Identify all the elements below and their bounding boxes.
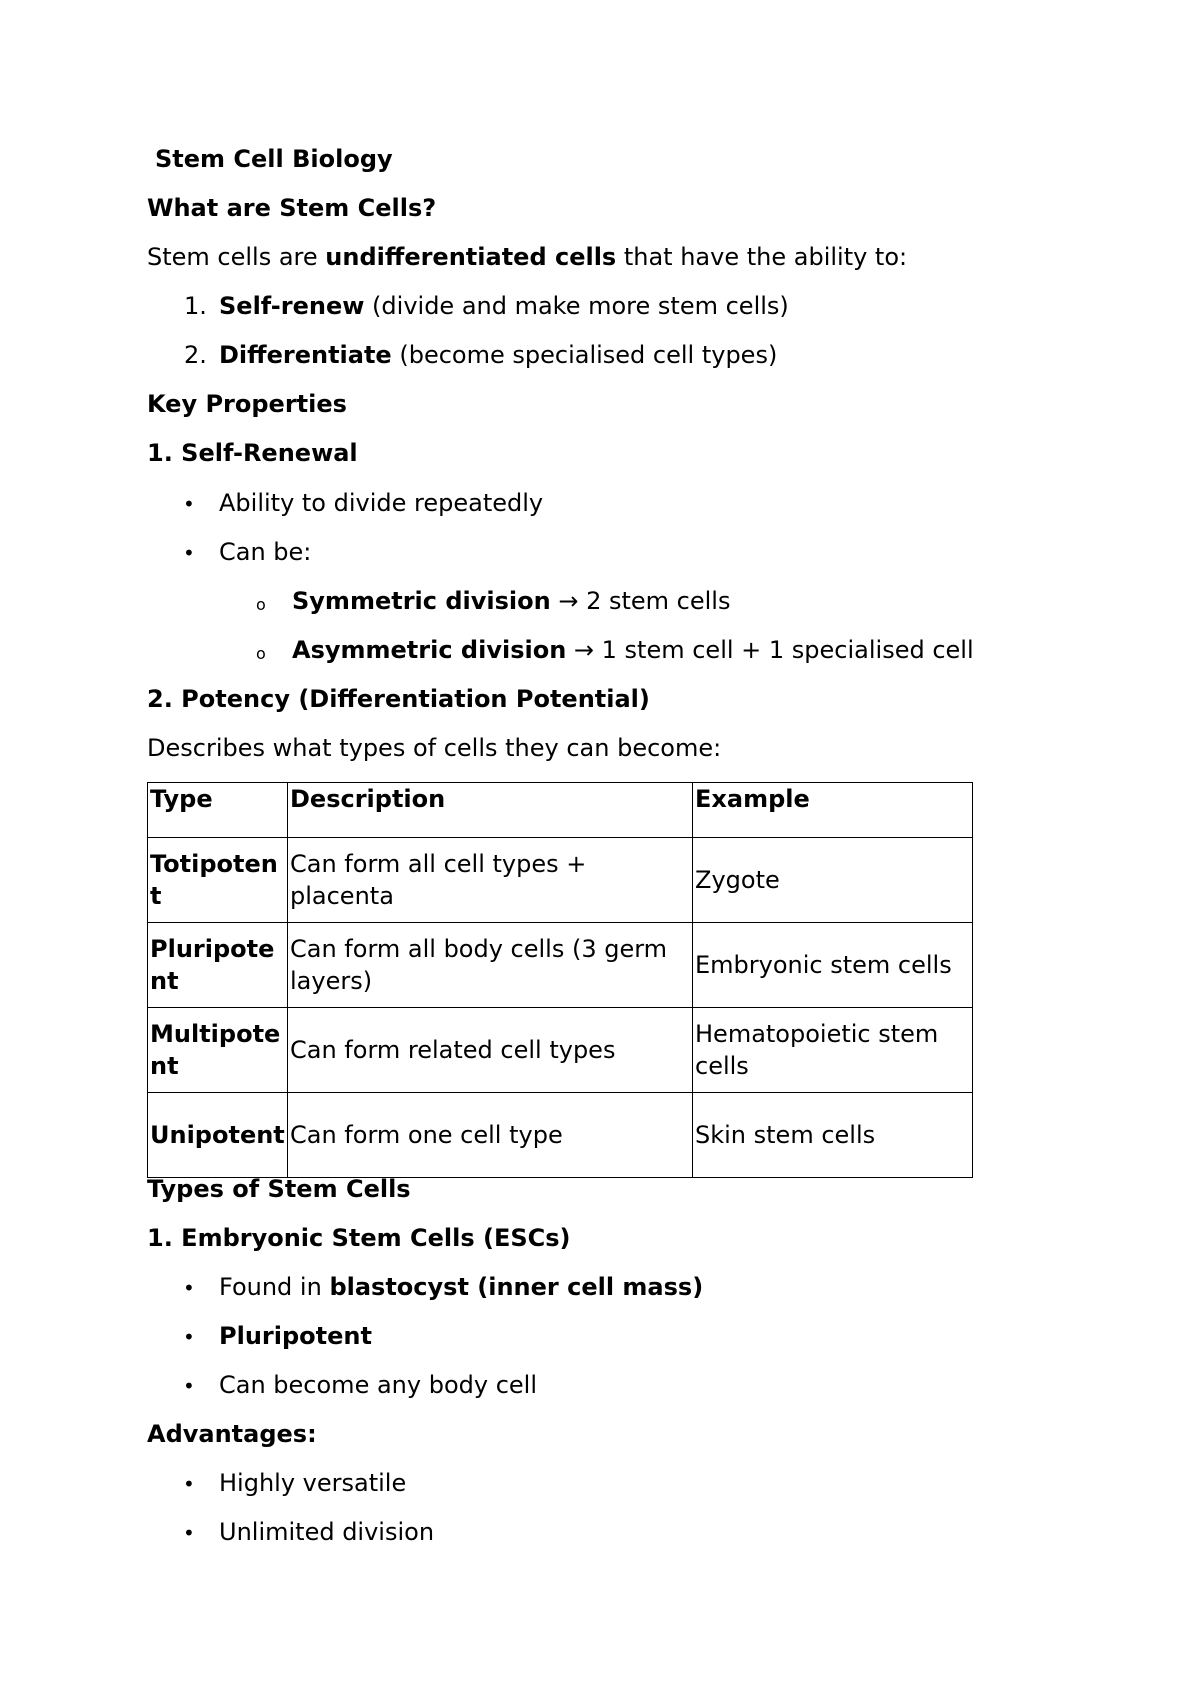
ability-number: 1. [184, 292, 207, 320]
esc-bullet-pre: Can become any body cell [219, 1371, 537, 1399]
cell-example: Skin stem cells [693, 1093, 973, 1178]
intro-paragraph [147, 242, 907, 272]
cell-example: Hematopoietic stem cells [693, 1008, 973, 1093]
cell-type: Multipotent [148, 1008, 288, 1093]
list-item [292, 635, 974, 665]
ability-item [219, 291, 789, 321]
list-item: Highly versatile [219, 1469, 407, 1497]
header-type: Type [148, 783, 288, 838]
table-row [148, 838, 973, 923]
ability-rest: (become specialised cell types) [391, 341, 778, 369]
bullet-marker: • [183, 541, 195, 565]
intro-bold: undifferentiated cells [325, 243, 617, 271]
header-description: Description [288, 783, 693, 838]
cell-description: Can form all body cells (3 germ layers) [288, 923, 693, 1008]
cell-description: Can form related cell types [288, 1008, 693, 1093]
potency-table [147, 782, 973, 1178]
list-item [219, 1272, 703, 1302]
cell-example: Embryonic stem cells [693, 923, 973, 1008]
ability-item [219, 340, 777, 370]
intro-post: that have the ability to: [616, 243, 908, 271]
table-header-row [148, 783, 973, 838]
cell-description: Can form one cell type [288, 1093, 693, 1178]
cell-description: Can form all cell types + placenta [288, 838, 693, 923]
page-title: Stem Cell Biology [155, 145, 393, 173]
bullet-marker: • [183, 1325, 195, 1349]
ability-number: 2. [184, 341, 207, 369]
division-bold: Symmetric division [292, 587, 551, 615]
ability-bold: Self-renew [219, 292, 365, 320]
table-row [148, 1008, 973, 1093]
self-renewal-heading: 1. Self-Renewal [147, 439, 358, 467]
bullet-marker: • [183, 1276, 195, 1300]
intro-pre: Stem cells are [147, 243, 326, 271]
division-bold: Asymmetric division [292, 636, 567, 664]
potency-intro: Describes what types of cells they can become: [147, 734, 722, 762]
division-rest: → 2 stem cells [550, 587, 731, 615]
esc-heading: 1. Embryonic Stem Cells (ESCs) [147, 1224, 571, 1252]
esc-bullet-pre: Found in [219, 1273, 330, 1301]
sub-bullet-marker: o [256, 644, 266, 663]
list-item: Unlimited division [219, 1518, 435, 1546]
list-item [219, 1321, 372, 1351]
key-properties-heading: Key Properties [147, 390, 347, 418]
bullet-marker: • [183, 492, 195, 516]
esc-bullet-bold: Pluripotent [219, 1322, 372, 1350]
list-item: Can be: [219, 538, 312, 566]
cell-type: Totipotent [148, 838, 288, 923]
bullet-marker: • [183, 1374, 195, 1398]
list-item [292, 586, 730, 616]
list-item [219, 1370, 537, 1400]
cell-type: Unipotent [148, 1093, 288, 1178]
table-row [148, 1093, 973, 1178]
list-item: Ability to divide repeatedly [219, 489, 544, 517]
table-row [148, 923, 973, 1008]
advantages-heading: Advantages: [147, 1420, 317, 1448]
division-rest: → 1 stem cell + 1 specialised cell [566, 636, 974, 664]
cell-type: Pluripotent [148, 923, 288, 1008]
header-example: Example [693, 783, 973, 838]
bullet-marker: • [183, 1521, 195, 1545]
what-heading: What are Stem Cells? [147, 194, 437, 222]
sub-bullet-marker: o [256, 595, 266, 614]
types-heading: Types of Stem Cells [147, 1175, 411, 1203]
ability-rest: (divide and make more stem cells) [364, 292, 789, 320]
ability-bold: Differentiate [219, 341, 392, 369]
esc-bullet-bold: blastocyst (inner cell mass) [329, 1273, 704, 1301]
potency-heading: 2. Potency (Differentiation Potential) [147, 685, 650, 713]
cell-example: Zygote [693, 838, 973, 923]
bullet-marker: • [183, 1472, 195, 1496]
